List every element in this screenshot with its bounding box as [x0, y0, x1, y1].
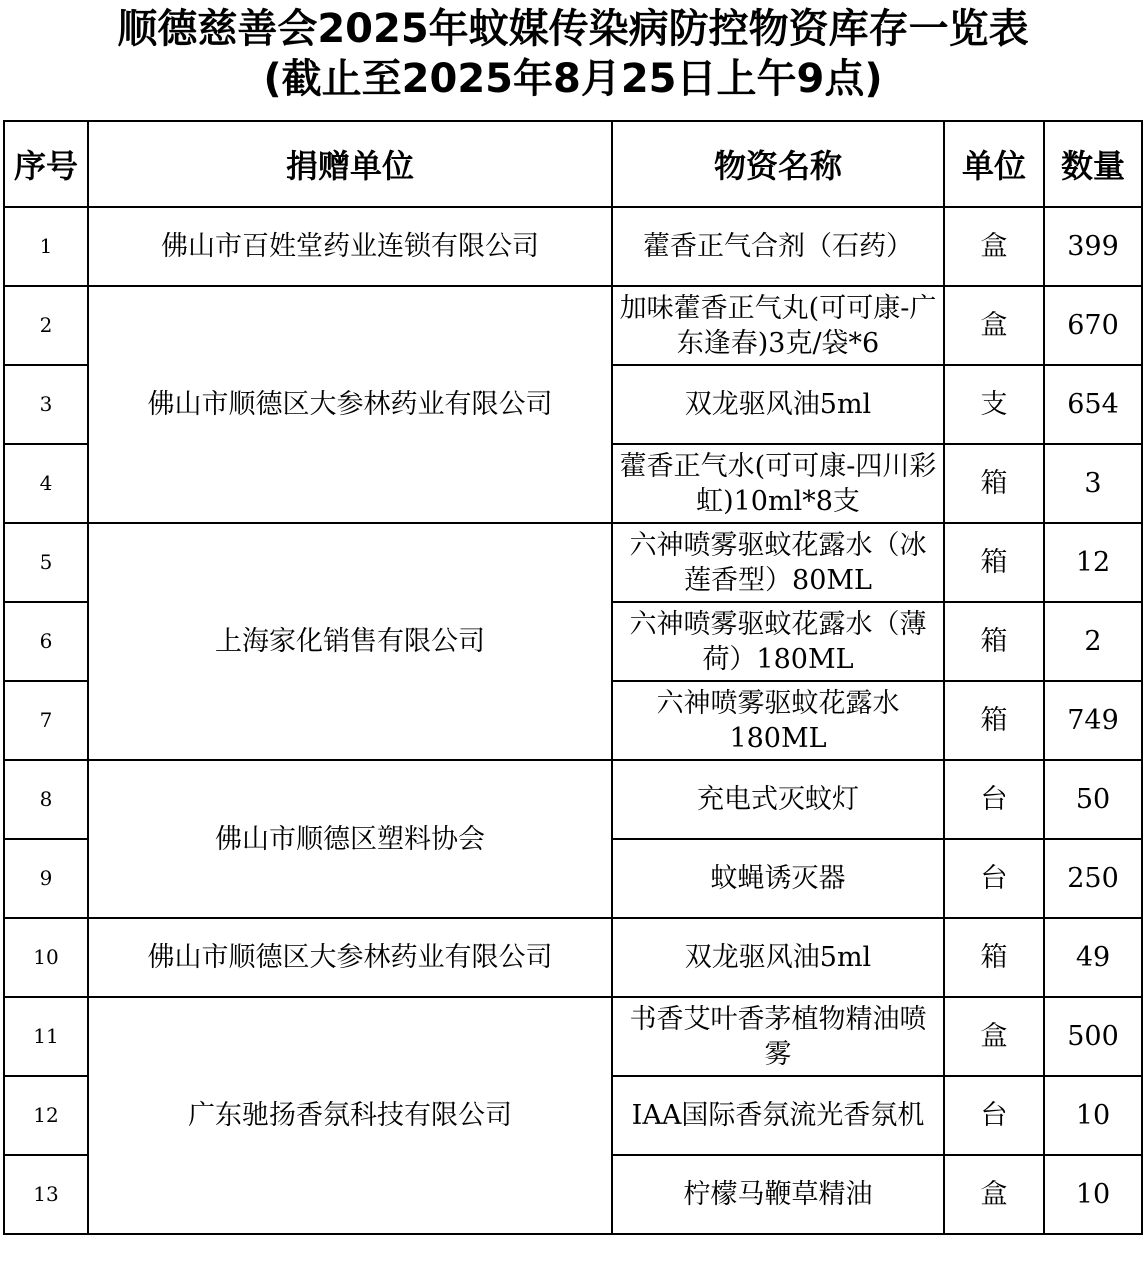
- donor-cell: 佛山市百姓堂药业连锁有限公司: [88, 207, 612, 286]
- unit-cell: 盒: [944, 1155, 1044, 1234]
- item-cell: 柠檬马鞭草精油: [612, 1155, 944, 1234]
- quantity-cell: 3: [1044, 444, 1142, 523]
- row-number: 1: [4, 207, 88, 286]
- row-number: 12: [4, 1076, 88, 1155]
- item-cell: 双龙驱风油5ml: [612, 918, 944, 997]
- header-row: [4, 121, 1142, 207]
- row-number: 13: [4, 1155, 88, 1234]
- row-number: 5: [4, 523, 88, 602]
- item-cell: 六神喷雾驱蚊花露水（薄荷）180ML: [612, 602, 944, 681]
- quantity-cell: 500: [1044, 997, 1142, 1076]
- donor-cell: 广东驰扬香氛科技有限公司: [88, 997, 612, 1234]
- donor-cell: 佛山市顺德区大参林药业有限公司: [88, 286, 612, 523]
- item-cell: 加味藿香正气丸(可可康-广东逢春)3克/袋*6: [612, 286, 944, 365]
- table-row: [4, 523, 1142, 602]
- quantity-cell: 749: [1044, 681, 1142, 760]
- row-number: 7: [4, 681, 88, 760]
- row-number: 2: [4, 286, 88, 365]
- row-number: 9: [4, 839, 88, 918]
- unit-cell: 台: [944, 760, 1044, 839]
- row-number: 10: [4, 918, 88, 997]
- row-number: 11: [4, 997, 88, 1076]
- quantity-cell: 10: [1044, 1076, 1142, 1155]
- quantity-cell: 49: [1044, 918, 1142, 997]
- quantity-cell: 50: [1044, 760, 1142, 839]
- item-cell: IAA国际香氛流光香氛机: [612, 1076, 944, 1155]
- donor-cell: 上海家化销售有限公司: [88, 523, 612, 760]
- row-number: 4: [4, 444, 88, 523]
- quantity-cell: 654: [1044, 365, 1142, 444]
- unit-cell: 箱: [944, 523, 1044, 602]
- unit-cell: 支: [944, 365, 1044, 444]
- table-row: [4, 918, 1142, 997]
- item-cell: 充电式灭蚊灯: [612, 760, 944, 839]
- table-row: [4, 997, 1142, 1076]
- quantity-cell: 399: [1044, 207, 1142, 286]
- quantity-cell: 10: [1044, 1155, 1142, 1234]
- inventory-table: [3, 120, 1143, 1235]
- table-row: [4, 286, 1142, 365]
- header-seq: 序号: [4, 121, 88, 207]
- unit-cell: 盒: [944, 997, 1044, 1076]
- table-row: [4, 207, 1142, 286]
- quantity-cell: 250: [1044, 839, 1142, 918]
- page-title: 顺德慈善会2025年蚊媒传染病防控物资库存一览表: [117, 6, 1029, 52]
- item-cell: 书香艾叶香茅植物精油喷雾: [612, 997, 944, 1076]
- unit-cell: 箱: [944, 918, 1044, 997]
- quantity-cell: 12: [1044, 523, 1142, 602]
- item-cell: 蚊蝇诱灭器: [612, 839, 944, 918]
- unit-cell: 盒: [944, 207, 1044, 286]
- donor-cell: 佛山市顺德区塑料协会: [88, 760, 612, 918]
- unit-cell: 台: [944, 839, 1044, 918]
- item-cell: 六神喷雾驱蚊花露水（冰莲香型）80ML: [612, 523, 944, 602]
- header-donor: 捐赠单位: [88, 121, 612, 207]
- item-cell: 六神喷雾驱蚊花露水180ML: [612, 681, 944, 760]
- unit-cell: 箱: [944, 444, 1044, 523]
- unit-cell: 箱: [944, 602, 1044, 681]
- donor-cell: 佛山市顺德区大参林药业有限公司: [88, 918, 612, 997]
- row-number: 6: [4, 602, 88, 681]
- page-subtitle: (截止至2025年8月25日上午9点): [263, 56, 883, 102]
- item-cell: 藿香正气水(可可康-四川彩虹)10ml*8支: [612, 444, 944, 523]
- unit-cell: 盒: [944, 286, 1044, 365]
- header-item: 物资名称: [612, 121, 944, 207]
- unit-cell: 台: [944, 1076, 1044, 1155]
- unit-cell: 箱: [944, 681, 1044, 760]
- header-unit: 单位: [944, 121, 1044, 207]
- quantity-cell: 2: [1044, 602, 1142, 681]
- quantity-cell: 670: [1044, 286, 1142, 365]
- row-number: 3: [4, 365, 88, 444]
- item-cell: 藿香正气合剂（石药）: [612, 207, 944, 286]
- item-cell: 双龙驱风油5ml: [612, 365, 944, 444]
- row-number: 8: [4, 760, 88, 839]
- table-row: [4, 760, 1142, 839]
- header-qty: 数量: [1044, 121, 1142, 207]
